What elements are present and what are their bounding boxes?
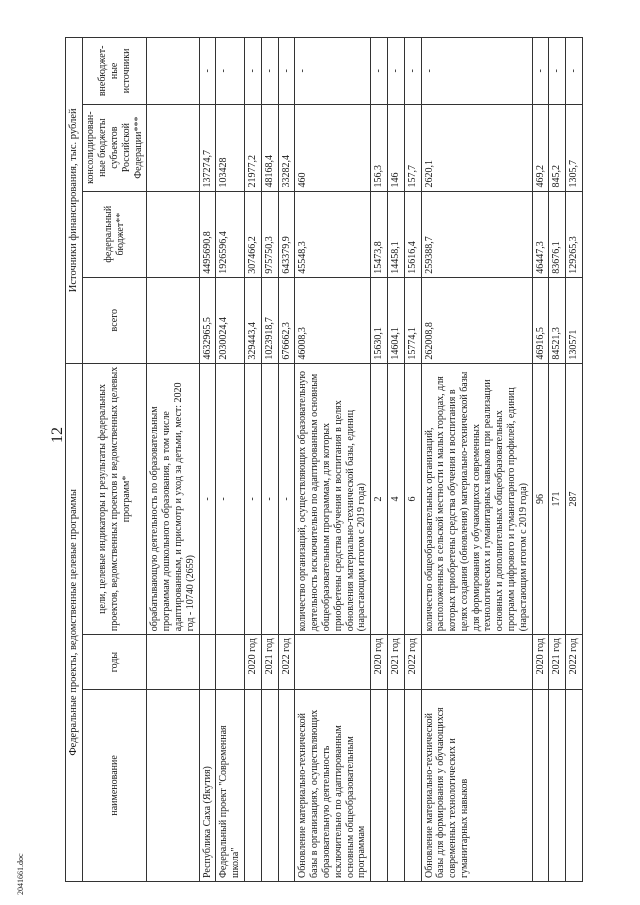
table-row bbox=[549, 38, 566, 882]
row-indicator-cell: - bbox=[216, 363, 245, 635]
row-indicator-cell: - bbox=[199, 363, 216, 635]
row-total-cell: 15630,1 bbox=[371, 277, 388, 363]
row-year-cell bbox=[147, 635, 199, 690]
header-years: годы bbox=[83, 635, 147, 690]
row-regional-cell bbox=[147, 104, 199, 191]
header-right-group: Источники финансирования, тыс. рублей bbox=[66, 38, 83, 364]
row-name-cell bbox=[244, 689, 261, 881]
row-extra-cell: - bbox=[421, 38, 532, 105]
row-indicator-cell: обрабатывающую деятельность по образовательным программам дошкольного образования, в том числе адаптированным, и присмотр и уход за детьми, мест: 2020 год - 10740 (2659) bbox=[147, 363, 199, 635]
row-name-cell bbox=[549, 689, 566, 881]
row-federal-cell: 4495690,8 bbox=[199, 191, 216, 277]
row-extra-cell: - bbox=[387, 38, 404, 105]
table-row bbox=[147, 38, 199, 882]
header-left-group: Федеральные проекты, ведомственные целевые программы bbox=[66, 363, 83, 881]
table-row bbox=[404, 38, 421, 882]
row-regional-cell: 157,7 bbox=[404, 104, 421, 191]
row-regional-cell: 2620,1 bbox=[421, 104, 532, 191]
row-extra-cell: - bbox=[566, 38, 583, 105]
header-federal: федеральный бюджет** bbox=[83, 191, 147, 277]
row-year-cell bbox=[421, 635, 532, 690]
row-total-cell: 46008,3 bbox=[295, 277, 371, 363]
row-name-cell: Обновление материально-технической базы в организациях, осуществляющих образовательную деятельность исключительно по адаптированным основным общеобразовательным программам bbox=[295, 689, 371, 881]
row-regional-cell: 103428 bbox=[216, 104, 245, 191]
row-indicator-cell: 6 bbox=[404, 363, 421, 635]
row-total-cell: 2030024,4 bbox=[216, 277, 245, 363]
row-name-cell bbox=[278, 689, 295, 881]
row-federal-cell: 14458,1 bbox=[387, 191, 404, 277]
row-total-cell: 14604,1 bbox=[387, 277, 404, 363]
row-federal-cell: 15473,8 bbox=[371, 191, 388, 277]
row-name-cell bbox=[566, 689, 583, 881]
table-row bbox=[216, 38, 245, 882]
row-year-cell: 2021 год bbox=[549, 635, 566, 690]
row-extra-cell: - bbox=[278, 38, 295, 105]
row-total-cell: 84521,3 bbox=[549, 277, 566, 363]
header-regional: консолидирован-ные бюджеты субъектов Российской Федерации*** bbox=[83, 104, 147, 191]
financing-table bbox=[65, 37, 583, 882]
row-federal-cell: 307466,2 bbox=[244, 191, 261, 277]
row-year-cell: 2022 год bbox=[404, 635, 421, 690]
header-indicators: цели, целевые индикаторы и результаты федеральных проектов, ведомственных проектов и ведомственных целевых программ* bbox=[83, 363, 147, 635]
row-indicator-cell: - bbox=[244, 363, 261, 635]
row-total-cell: 46916,5 bbox=[532, 277, 549, 363]
table-row bbox=[278, 38, 295, 882]
table-row bbox=[199, 38, 216, 882]
row-year-cell bbox=[295, 635, 371, 690]
row-indicator-cell: 96 bbox=[532, 363, 549, 635]
row-total-cell bbox=[147, 277, 199, 363]
header-extra: внебюджет-ные источники bbox=[83, 38, 147, 105]
row-name-cell bbox=[371, 689, 388, 881]
row-extra-cell: - bbox=[404, 38, 421, 105]
row-total-cell: 329443,4 bbox=[244, 277, 261, 363]
row-extra-cell: - bbox=[549, 38, 566, 105]
row-indicator-cell: 171 bbox=[549, 363, 566, 635]
row-extra-cell: - bbox=[371, 38, 388, 105]
table-row bbox=[421, 38, 532, 882]
table-body bbox=[147, 38, 583, 882]
row-name-cell bbox=[404, 689, 421, 881]
row-federal-cell: 15616,4 bbox=[404, 191, 421, 277]
table-row bbox=[244, 38, 261, 882]
table-row bbox=[532, 38, 549, 882]
row-regional-cell: 137274,7 bbox=[199, 104, 216, 191]
row-year-cell: 2020 год bbox=[371, 635, 388, 690]
row-name-cell: Обновление материально-технической базы для формирования у обучающихся современных технологических и гуманитарных навыков bbox=[421, 689, 532, 881]
row-regional-cell: 156,3 bbox=[371, 104, 388, 191]
row-federal-cell: 46447,3 bbox=[532, 191, 549, 277]
row-extra-cell: - bbox=[244, 38, 261, 105]
row-federal-cell: 643379,9 bbox=[278, 191, 295, 277]
row-federal-cell: 259388,7 bbox=[421, 191, 532, 277]
footer-doc-code: 2041661.doc bbox=[16, 853, 25, 895]
row-total-cell: 262008,8 bbox=[421, 277, 532, 363]
row-indicator-cell: количество общеобразовательных организаций, расположенных в сельской местности и малых городах, для которых приобретены средства обучения и воспитания в целях создания (обновления) материально-технической базы для формирования у обучающихся современных технологических и гуманитарных навыков при реализации основных и дополнительных общеобразовательных программ цифрового и гуманитарного профилей, единиц (нарастающим итогом с 2019 года) bbox=[421, 363, 532, 635]
rotated-table-container bbox=[65, 37, 625, 882]
row-total-cell: 1023918,7 bbox=[261, 277, 278, 363]
row-regional-cell: 845,2 bbox=[549, 104, 566, 191]
table-row bbox=[295, 38, 371, 882]
row-regional-cell: 146 bbox=[387, 104, 404, 191]
row-federal-cell: 129265,3 bbox=[566, 191, 583, 277]
row-year-cell: 2021 год bbox=[387, 635, 404, 690]
row-federal-cell: 83676,1 bbox=[549, 191, 566, 277]
row-year-cell bbox=[199, 635, 216, 690]
table-row bbox=[387, 38, 404, 882]
row-federal-cell bbox=[147, 191, 199, 277]
row-name-cell bbox=[147, 689, 199, 881]
row-regional-cell: 33282,4 bbox=[278, 104, 295, 191]
row-regional-cell: 21977,2 bbox=[244, 104, 261, 191]
row-indicator-cell: 4 bbox=[387, 363, 404, 635]
row-year-cell: 2021 год bbox=[261, 635, 278, 690]
page-number: 12 bbox=[49, 427, 66, 443]
row-extra-cell: - bbox=[261, 38, 278, 105]
row-year-cell bbox=[216, 635, 245, 690]
row-name-cell: Федеральный проект "Современная школа" bbox=[216, 689, 245, 881]
row-federal-cell: 975750,3 bbox=[261, 191, 278, 277]
row-name-cell: Республика Саха (Якутия) bbox=[199, 689, 216, 881]
row-extra-cell bbox=[147, 38, 199, 105]
row-regional-cell: 1305,7 bbox=[566, 104, 583, 191]
row-regional-cell: 460 bbox=[295, 104, 371, 191]
row-year-cell: 2020 год bbox=[244, 635, 261, 690]
row-name-cell bbox=[532, 689, 549, 881]
row-extra-cell: - bbox=[295, 38, 371, 105]
row-year-cell: 2022 год bbox=[566, 635, 583, 690]
row-extra-cell: - bbox=[216, 38, 245, 105]
row-extra-cell: - bbox=[199, 38, 216, 105]
row-name-cell bbox=[387, 689, 404, 881]
row-extra-cell: - bbox=[532, 38, 549, 105]
row-indicator-cell: количество организаций, осуществляющих образовательную деятельность исключительно по адаптированным основным общеобразовательным программам, для которых приобретены средства обучения и воспитания в целях обновления материально-технической базы, единиц (нарастающим итогом с 2019 года) bbox=[295, 363, 371, 635]
row-federal-cell: 45548,3 bbox=[295, 191, 371, 277]
row-total-cell: 15774,1 bbox=[404, 277, 421, 363]
row-year-cell: 2020 год bbox=[532, 635, 549, 690]
table-row bbox=[371, 38, 388, 882]
table-row bbox=[261, 38, 278, 882]
header-name: наименование bbox=[83, 689, 147, 881]
row-regional-cell: 469,2 bbox=[532, 104, 549, 191]
table-row bbox=[566, 38, 583, 882]
row-federal-cell: 1926596,4 bbox=[216, 191, 245, 277]
row-total-cell: 4632965,5 bbox=[199, 277, 216, 363]
row-year-cell: 2022 год bbox=[278, 635, 295, 690]
row-indicator-cell: 2 bbox=[371, 363, 388, 635]
row-regional-cell: 48168,4 bbox=[261, 104, 278, 191]
header-total: всего bbox=[83, 277, 147, 363]
row-indicator-cell: - bbox=[261, 363, 278, 635]
row-indicator-cell: 287 bbox=[566, 363, 583, 635]
row-total-cell: 130571 bbox=[566, 277, 583, 363]
row-name-cell bbox=[261, 689, 278, 881]
row-indicator-cell: - bbox=[278, 363, 295, 635]
row-total-cell: 676662,3 bbox=[278, 277, 295, 363]
